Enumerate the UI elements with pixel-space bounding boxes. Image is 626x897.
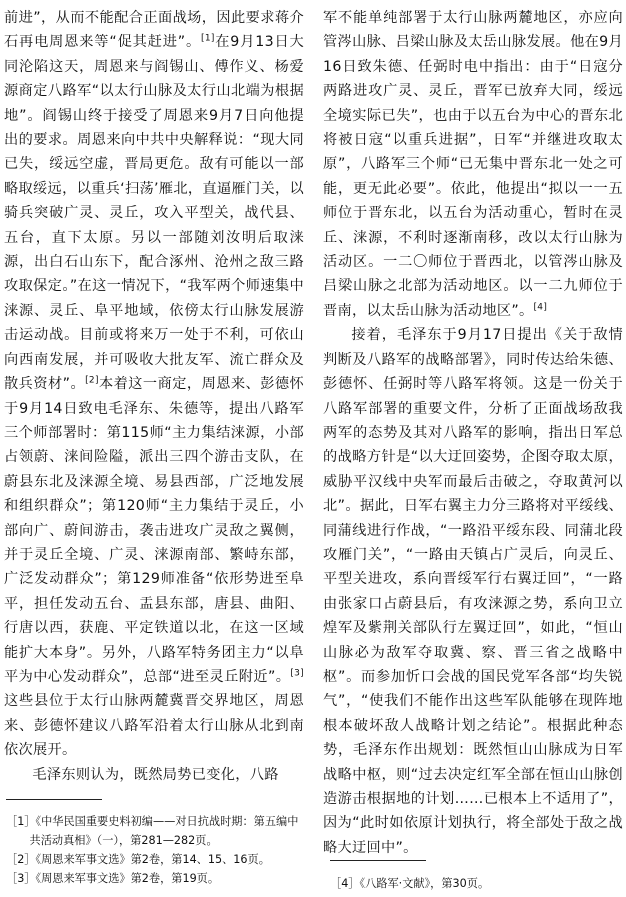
left-text-column bbox=[4, 6, 304, 787]
footnote-separator-left bbox=[6, 799, 102, 800]
footnote-ref-4: [4] bbox=[533, 302, 548, 313]
right-paragraph-2: 接着，毛泽东于9月17日提出《关于敌情判断及八路军的战略部署》，同时传达给朱德、彭德怀、任弼时等八路军将领。这是一份关于八路军部署的重要文件，分析了正面战场敌我两军的态势及其对八路军的影响，指出日军总的战略方针是“以大迂回姿势，企图夺取太原，威胁平汉线中央军而最后击破之，夺取黄河以北”。据此，日军右翼主力分三路将对平绥线、同蒲线进行作战，“一路沿平绥东段、同蒲北段攻雁门关”，“一路由天镇占广灵后，向灵丘、平型关进攻，系向晋绥军行右翼迂回”，“一路由张家口占蔚县后，有攻涞源之势，系向卫立煌军及紫荆关部队行左翼迂回”，如此，“恒山山脉必为敌军夺取冀、察、晋三省之战略中枢”。而参加忻口会战的国民党军各部“均失锐气”，“使我们不能作出这些军队能够在现阵地根本破坏敌人战略计划之结论”。根据此种态势，毛泽东作出规划：既然恒山山脉成为日军战略中枢，则“过去决定红军全部在恒山山脉创造游击根据地的计划……已根本上不适用了”，因为“此时如依原计划执行，将全部处于敌之战略大迂回中”。 bbox=[323, 327, 623, 856]
footnote-ref-1: [1] bbox=[201, 33, 215, 44]
text-run: 本着这一商定，周恩来、彭德怀于9月14日致电毛泽东、朱德等，提出八路军三个师部署时：第115师“主力集结涞源，小部占领蔚、涞间险隘，派出三四个游击支队，在蔚县东北及涞源全境、易县西部，广泛地发展和组织群众”；第120师“主力集结于灵丘，小部向广、蔚间游击，袭击进攻广灵敌之翼侧，并于灵丘全境、广灵、涞源南部、繁峙东部，广泛发动群众”；第129师准备“依形势进至阜平，担任发动五台、盂县东部，唐县、曲阳、行唐以西，获鹿、平定铁道以北，在这一区域能扩大本身”。另外，八路军特务团主力“以阜平为中心发动群众”，总部“进至灵丘附近”。 bbox=[4, 376, 305, 685]
footnotes-left bbox=[6, 812, 302, 888]
footnote-ref-3: [3] bbox=[290, 668, 304, 679]
right-text-column bbox=[323, 6, 623, 860]
footnotes-right bbox=[330, 874, 620, 893]
text-run: 在9月13日大同沦陷这天，周恩来与阎锡山、傅作义、杨爱源商定八路军“以太行山脉及太行山北端为根据地”。阎锡山终于接受了周恩来9月7日向他提出的要求。周恩来向中共中央解释说：“现大同已失，绥远空虚，晋局更危。敌有可能以一部略取绥远，以重兵‘扫荡’雁北，直逼雁门关，以骑兵突破广灵、灵丘，攻入平型关，战代县、五台，直下太原。另以一部随刘汝明后取涞源，出白石山东下，配合涿州、沧州之敌三路攻取保定。”在这一情况下，“我军两个师速集中涞源、灵丘、阜平地域，依傍太行山脉发展游击运动战。目前或将来万一处于不利，可依山向西南发展，并可吸收大批友军、流亡群众及散兵资材”。 bbox=[4, 34, 304, 393]
left-paragraph-2: 毛泽东则认为，既然局势已变化，八路 bbox=[32, 766, 279, 783]
text-run: 前进”，从而不能配合正面战场，因此要求蒋介石再电周恩来等“促其赶进”。 bbox=[4, 10, 304, 51]
left-paragraph-1 bbox=[4, 6, 304, 763]
footnote-ref-2: [2] bbox=[85, 375, 99, 386]
footnote-separator-right bbox=[330, 860, 426, 861]
footnote-1: ［1］《中华民国重要史料初编——对日抗战时期：第五编中共活动真相》（一），第281—282页。 bbox=[6, 815, 299, 847]
footnote-4: ［4］《八路军·文献》，第30页。 bbox=[330, 877, 490, 890]
text-run: 这些县位于太行山脉两麓冀晋交界地区，周恩来、彭德怀建议八路军沿着太行山脉从北到南依次展开。 bbox=[4, 693, 304, 759]
footnote-3: ［3］《周恩来军事文选》第2卷，第19页。 bbox=[6, 872, 220, 885]
text-run: 军不能单纯部署于太行山脉两麓地区，亦应向管涔山脉、吕梁山脉及太岳山脉发展。他在9月16日致朱德、任弼时电中指出：由于“日寇分两路进攻广灵、灵丘，晋军已放弃大同，绥远全境实际已失”，也由于以五台为中心的晋东北将被日寇“以重兵进据”，日军“并继进攻取太原”，八路军三个师“已无集中晋东北一处之可能，更无此必要”。依此，他提出“拟以一一五师位于晋东北，以五台为活动重心，暂时在灵丘、涞源，不利时逐渐南移，改以太行山脉为活动区。一二〇师位于晋西北，以管涔山脉及吕梁山脉之北部为活动地区。以一二九师位于晋南，以太岳山脉为活动地区”。 bbox=[323, 10, 623, 319]
footnote-2: ［2］《周恩来军事文选》第2卷，第14、15、16页。 bbox=[6, 853, 270, 866]
right-paragraph-1 bbox=[323, 6, 623, 323]
